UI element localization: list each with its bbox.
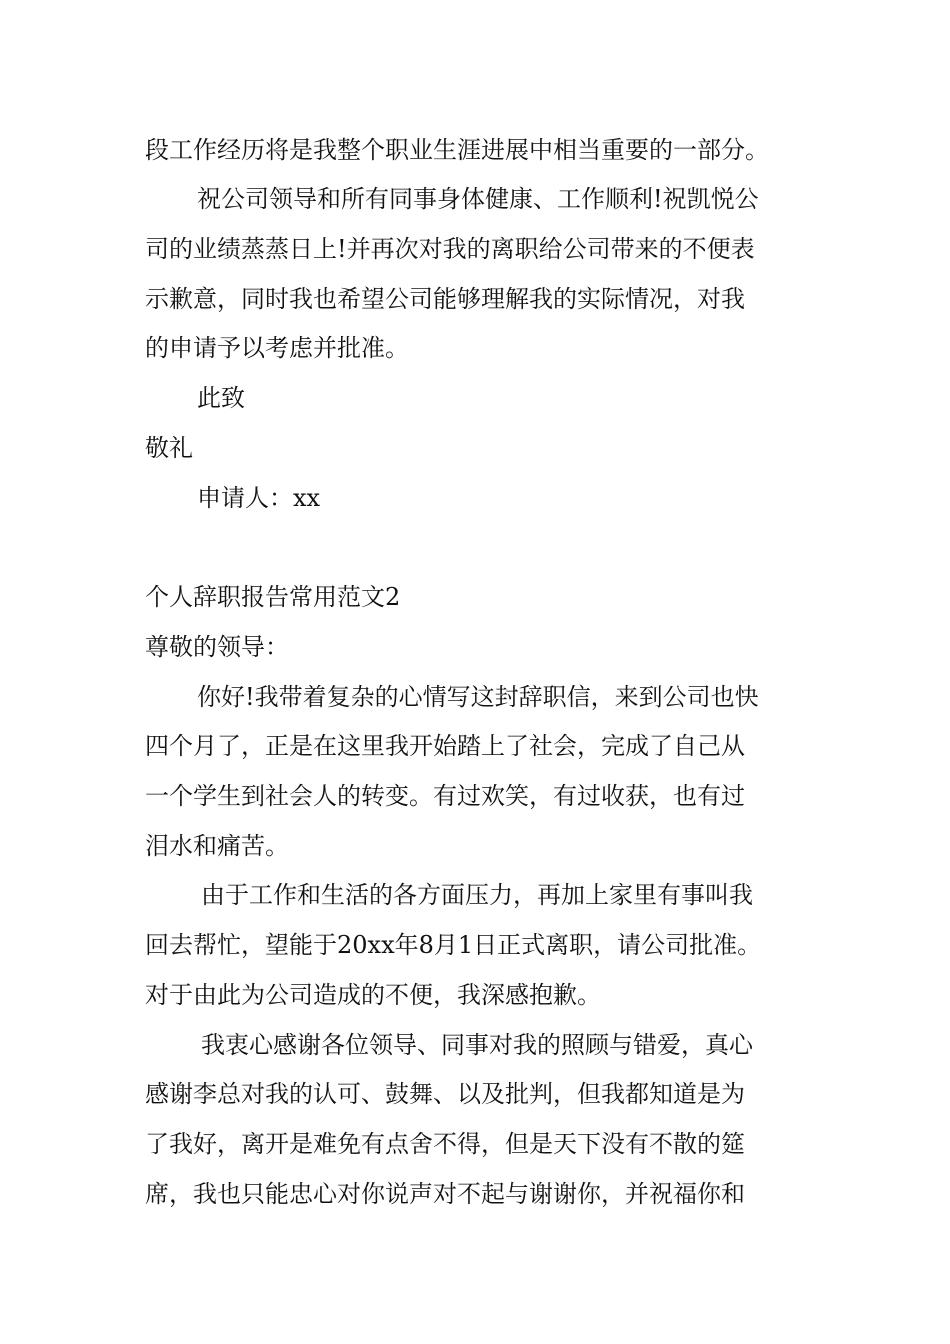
letter1-tail-line: 段工作经历将是我整个职业生涯进展中相当重要的一部分。 [145,136,769,164]
letter1-wishes-line-4: 的申请予以考虑并批准。 [145,334,409,362]
letter2-p3-line-1: 我衷心感谢各位领导、同事对我的照顾与错爱，真心 [201,1031,753,1059]
letter1-wishes-line-3: 示歉意，同时我也希望公司能够理解我的实际情况，对我 [145,285,745,313]
letter2-p1-line-4: 泪水和痛苦。 [145,832,289,860]
letter2-p3-line-4: 席，我也只能忠心对你说声对不起与谢谢你，并祝福你和 [145,1180,745,1208]
letter2-p1-line-1: 你好!我带着复杂的心情写这封辞职信，来到公司也快 [197,683,759,711]
letter1-closing-1: 此致 [197,384,245,412]
letter2-p3-line-2: 感谢李总对我的认可、鼓舞、以及批判，但我都知道是为 [145,1080,745,1108]
letter1-closing-2: 敬礼 [145,434,193,462]
letter1-wishes-line-2: 司的业绩蒸蒸日上!并再次对我的离职给公司带来的不便表 [145,235,755,263]
letter2-p1-line-2: 四个月了，正是在这里我开始踏上了社会，完成了自己从 [145,732,745,760]
letter2-p2-line-1: 由于工作和生活的各方面压力，再加上家里有事叫我 [201,881,753,909]
letter2-p1-line-3: 一个学生到社会人的转变。有过欢笑，有过收获，也有过 [145,782,745,810]
letter2-title: 个人辞职报告常用范文2 [145,583,401,611]
letter2-p2-line-2: 回去帮忙，望能于20xx年8月1日正式离职，请公司批准。 [145,931,762,959]
letter1-wishes-line-1: 祝公司领导和所有同事身体健康、工作顺利!祝凯悦公 [197,185,759,213]
letter2-p3-line-3: 了我好，离开是难免有点舍不得，但是天下没有不散的筵 [145,1130,745,1158]
letter2-salutation: 尊敬的领导： [145,633,289,661]
letter2-p2-line-3: 对于由此为公司造成的不便，我深感抱歉。 [145,981,601,1009]
letter1-signature: 申请人：xx [197,484,321,512]
